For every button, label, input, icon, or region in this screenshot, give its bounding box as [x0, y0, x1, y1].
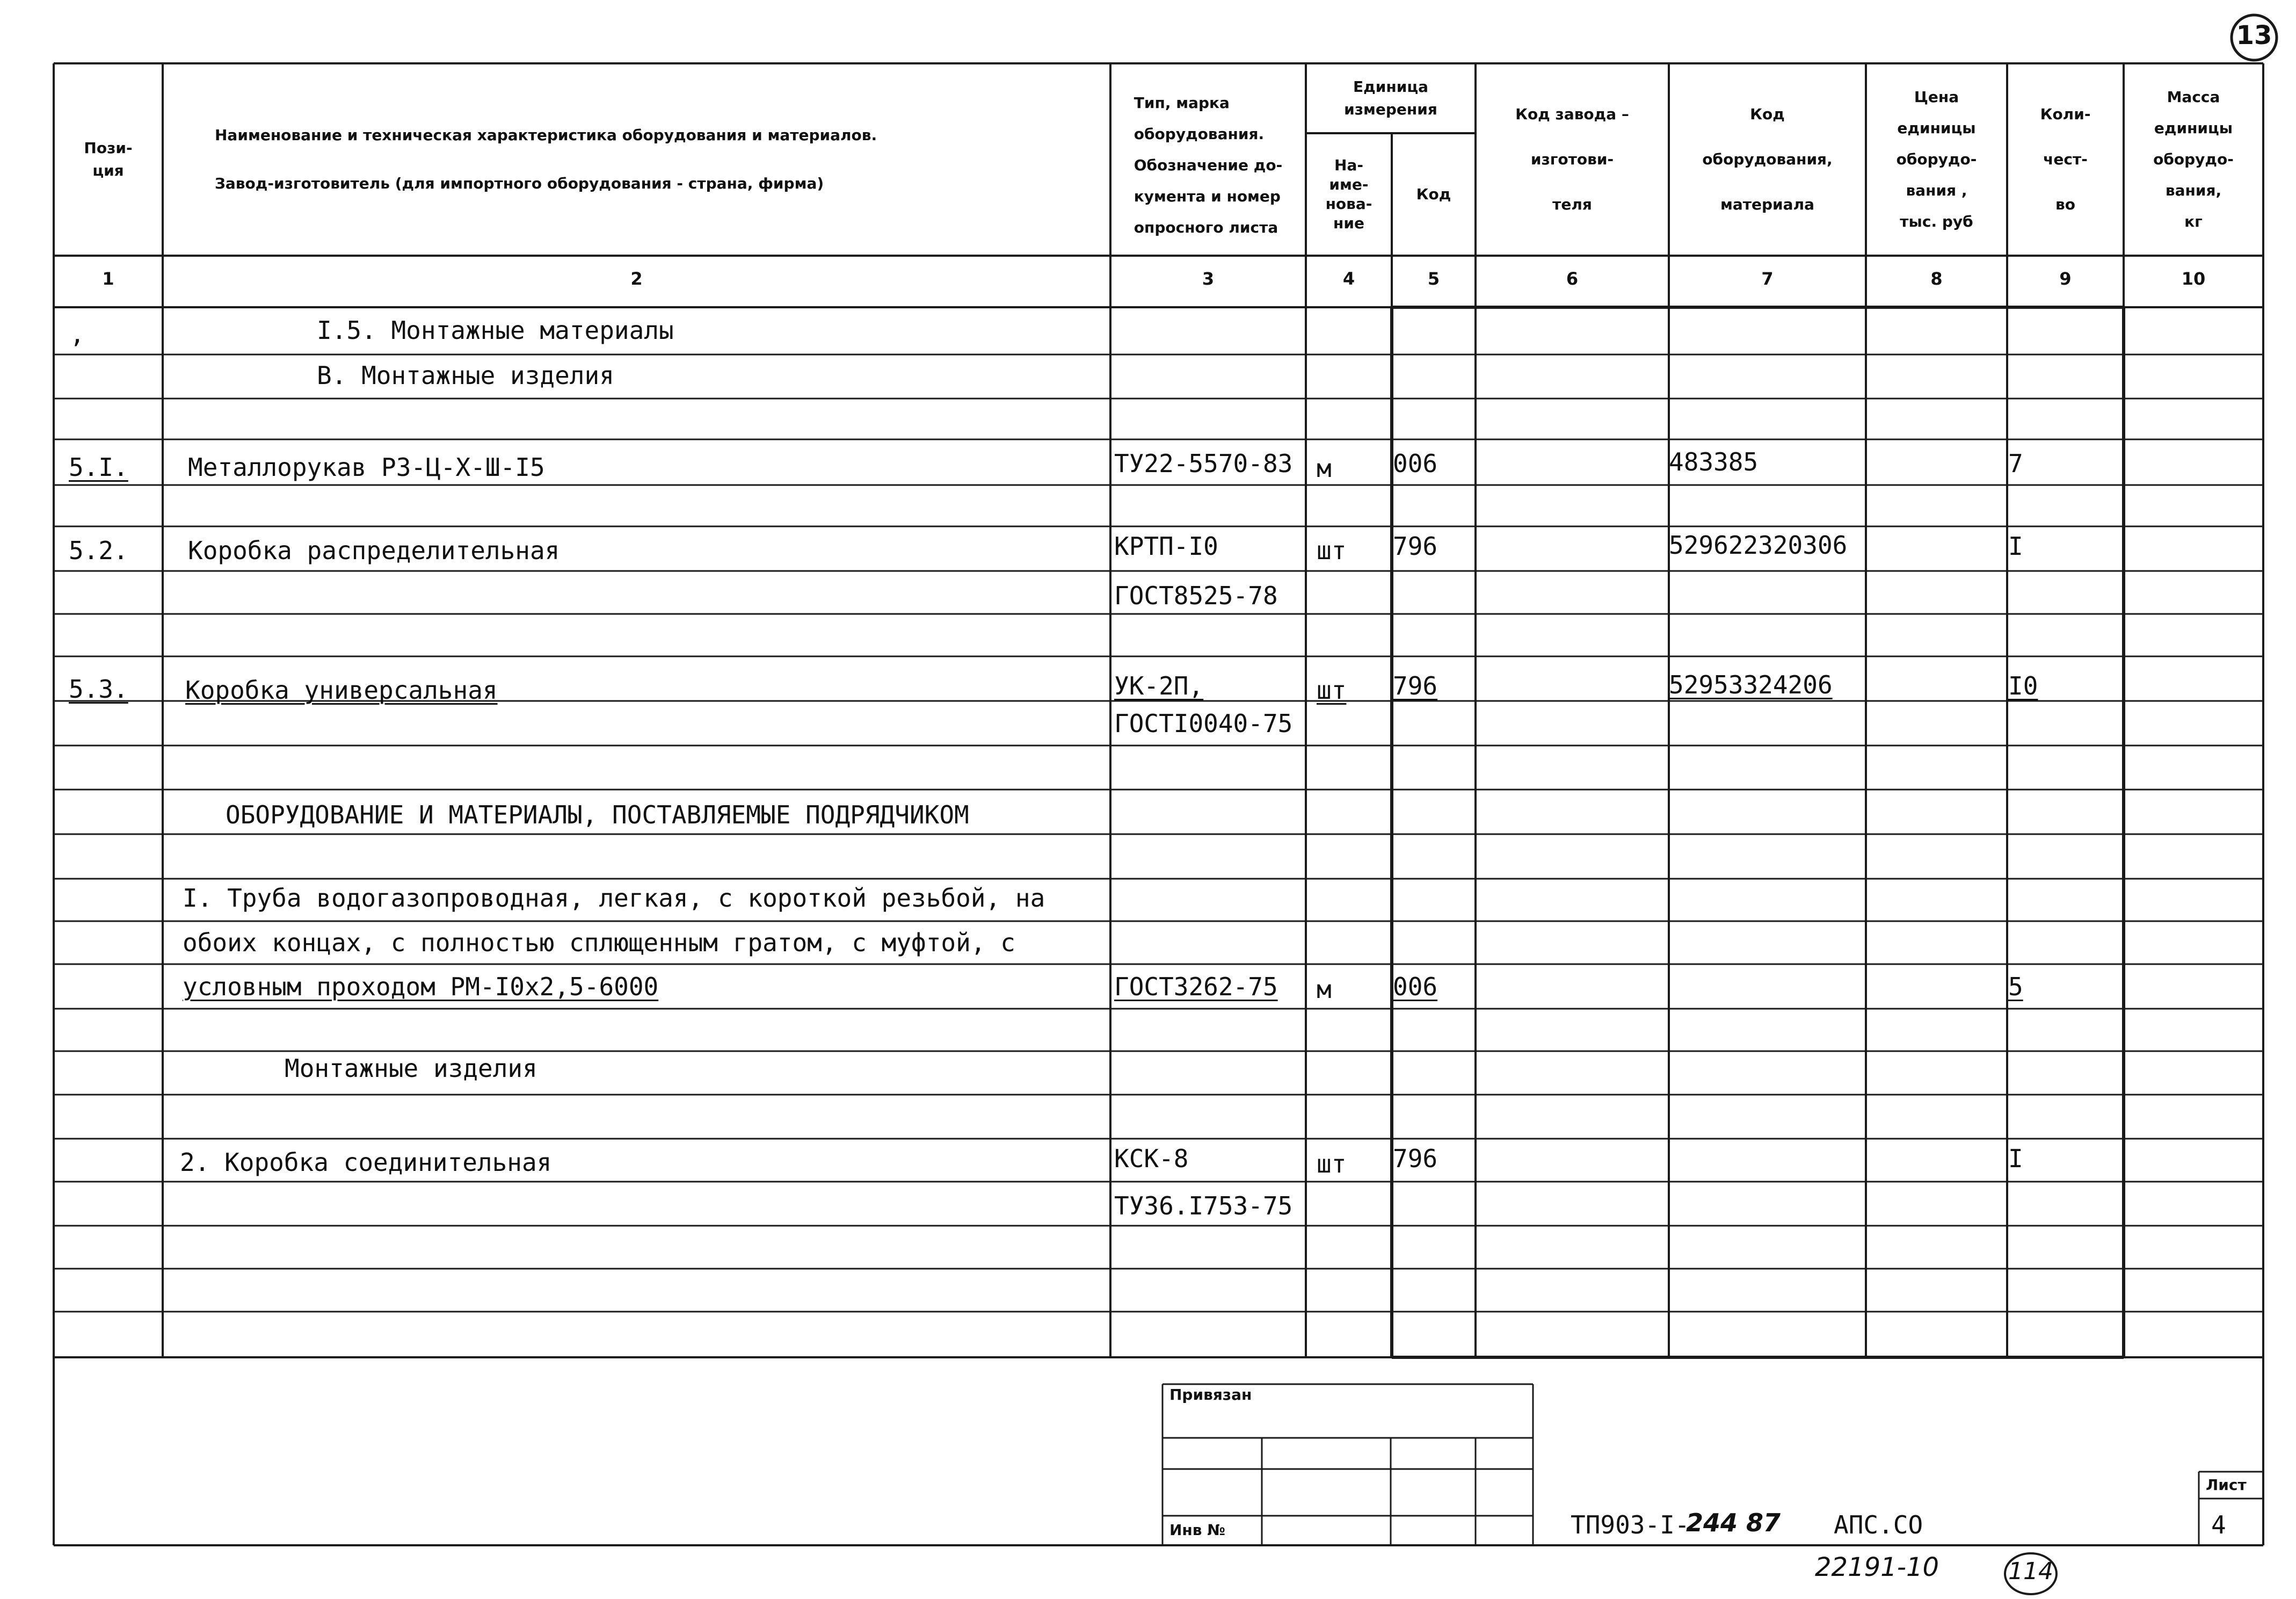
item-equipment-code: 529622320306	[1669, 531, 1848, 560]
item-type: ТУ36.I753-75	[1114, 1191, 1293, 1220]
header-position: Пози- ция	[84, 139, 133, 179]
item-unit-code: 006	[1393, 449, 1438, 478]
item-unit-code: 796	[1393, 671, 1438, 700]
item-type: ТУ22-5570-83	[1114, 449, 1293, 478]
item-type: УК-2П,	[1114, 671, 1204, 700]
item-name: Коробка распределительная	[188, 536, 560, 565]
item-type: ГОСТI0040-75	[1114, 709, 1293, 738]
item-unit-code: 796	[1393, 1144, 1438, 1173]
column-number: 1	[102, 269, 114, 289]
item-type: КРТП-I0	[1114, 532, 1218, 561]
item-unit: м	[1317, 454, 1332, 483]
column-number: 3	[1202, 269, 1215, 289]
header-name: Наименование и техническая характеристика оборудования и материалов. Завод-изготовитель (для импортного оборудования - страна, фирма)	[215, 126, 877, 192]
section-heading: I.5. Монтажные материалы	[317, 316, 674, 345]
header-mass: Масса единицы оборудо- вания, кг	[2153, 88, 2234, 230]
header-type: Тип, марка оборудования. Обозначение до- кумента и номер опросного листа	[1134, 94, 1283, 236]
row-position: 5.3.	[69, 675, 128, 704]
item-quantity: I	[2008, 532, 2023, 561]
column-number: 9	[2059, 269, 2072, 289]
item-type: ГОСТ3262-75	[1114, 972, 1278, 1001]
item-equipment-code: 483385	[1669, 447, 1759, 476]
item-type: КСК-8	[1114, 1144, 1189, 1173]
item-unit-code: 006	[1393, 972, 1438, 1001]
item-type: ГОСТ8525-78	[1114, 581, 1278, 610]
header-quantity: Коли- чест- во	[2040, 105, 2091, 213]
item-name: Металлорукав РЗ-Ц-Х-Ш-I5	[188, 453, 545, 482]
column-number: 7	[1761, 269, 1774, 289]
item-quantity: I0	[2008, 671, 2038, 700]
sheet-number: 4	[2211, 1510, 2226, 1539]
circled-number: 114	[2008, 1558, 2053, 1585]
item-unit: шт	[1317, 536, 1347, 565]
bound-label: Привязан	[1169, 1386, 1252, 1403]
inventory-label: Инв №	[1169, 1521, 1225, 1539]
header-equipment-code: Код оборудования, материала	[1702, 105, 1833, 213]
column-number: 10	[2181, 269, 2206, 289]
column-number: 2	[630, 269, 643, 289]
column-number: 4	[1342, 269, 1355, 289]
row-position: 5.I.	[69, 453, 128, 482]
item-unit: шт	[1317, 1149, 1347, 1178]
sheet-mark: 13	[2236, 20, 2272, 50]
row-position: 5.2.	[69, 536, 128, 565]
sheet-label: Лист	[2206, 1476, 2247, 1494]
document-number: ТП903-I-	[1571, 1510, 1690, 1539]
item-name: I. Труба водогазопроводная, легкая, с короткой резьбой, на	[183, 884, 1045, 913]
header-price: Цена единицы оборудо- вания , тыс. руб	[1896, 88, 1977, 230]
item-name: 2. Коробка соединительная	[180, 1148, 552, 1177]
item-unit: м	[1317, 975, 1332, 1004]
item-name: Коробка универсальная	[185, 676, 498, 705]
document-suffix: АПС.СО	[1834, 1510, 1923, 1539]
item-name: обоих концах, с полностью сплющенным гратом, с муфтой, с	[183, 928, 1015, 957]
header-unit-code: Код	[1416, 185, 1451, 203]
handwritten-archive-number: 22191-10	[1815, 1552, 1939, 1582]
section-heading: Монтажные изделия	[285, 1054, 537, 1083]
header-maker-code: Код завода – изготови- теля	[1515, 105, 1629, 213]
header-unit-group: Единица измерения	[1344, 78, 1437, 118]
header-unit-name: На- име- нова- ние	[1325, 156, 1372, 232]
item-quantity: 7	[2008, 449, 2023, 478]
column-number: 6	[1566, 269, 1579, 289]
item-unit: шт	[1317, 676, 1347, 705]
section-heading: В. Монтажные изделия	[317, 361, 614, 390]
section-heading: ОБОРУДОВАНИЕ И МАТЕРИАЛЫ, ПОСТАВЛЯЕМЫЕ ПОДРЯДЧИКОМ	[226, 800, 969, 829]
item-unit-code: 796	[1393, 532, 1438, 561]
column-number: 5	[1427, 269, 1440, 289]
item-quantity: 5	[2008, 972, 2023, 1001]
document-number-handwritten: 244 87	[1686, 1508, 1781, 1537]
item-equipment-code: 52953324206	[1669, 670, 1833, 699]
item-name: условным проходом РМ-I0х2,5-6000	[183, 972, 659, 1001]
row-position: ,	[70, 320, 85, 349]
item-quantity: I	[2008, 1144, 2023, 1173]
column-number: 8	[1930, 269, 1943, 289]
